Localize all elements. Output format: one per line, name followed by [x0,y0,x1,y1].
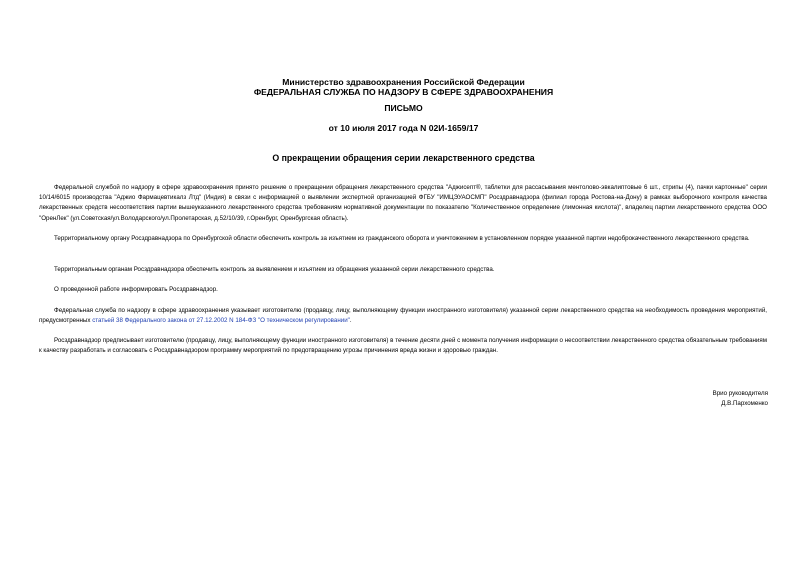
signatory-name: Д.В.Пархоменко [721,400,768,407]
paragraph-decision: Федеральной службой по надзору в сфере здравоохранения принято решение о прекращении обращения лекарственного средства "Аджисепт®, таблетки для рассасывания ментолово-эвкалиптовые 6 шт., стрипы (4), пачки картонные" серии 10/14/6015 производства "Аджио Фармацевтикалз Лтд" (Индия) в связи с информацией о выявлении экспертной организацией ФГБУ "ИМЦЭУАОСМП" Росздравнадзора (филиал города Ростова-на-Дону) в рамках выборочного контроля качества лекарственных средств несоответствия партии вышеуказанного лекарственного средства требованиям нормативной документации по показателю "Количественное определение (лимонная кислота)", владелец партии лекарственного средства ООО "ОренЛек" (ул.Советская/ул.Володарского/ул.Пролетарская, д.52/10/39, г.Оренбург, Оренбургская область). [39,184,767,222]
paragraph-program-requirement: Росздравнадзор предписывает изготовителю (продавцу, лицу, выполняющему функции иностранного изготовителя) в течение десяти дней с момента получения информации о несоответствии лекарственного средства обязательным требованиям к качеству разработать и согласовать с Росздравнадзором программу мероприятий по предотвращению угрозы причинения вреда жизни и здоровью граждан. [39,337,767,355]
paragraph-manufacturer-measures [39,306,767,326]
law-article-link[interactable]: статьей 38 Федерального закона от 27.12.2002 N 184-ФЗ "О техническом регулировании" [92,317,350,325]
service-heading: ФЕДЕРАЛЬНАЯ СЛУЖБА ПО НАДЗОРУ В СФЕРЕ ЗДРАВООХРАНЕНИЯ [253,87,554,97]
paragraph-manufacturer-end: . [349,317,352,325]
paragraph-territorial-orenburg: Территориальному органу Росздравнадзора по Оренбургской области обеспечить контроль за изъятием из гражданского оборота и уничтожением в установленном порядке указанной партии недоброкачественного лекарственного средства. [54,235,750,242]
document-title: О прекращении обращения серии лекарственного средства [272,153,535,163]
document-date-number: от 10 июля 2017 года N 02И-1659/17 [328,123,479,133]
paragraph-manufacturer-text: Федеральная служба по надзору в сфере здравоохранения указывает изготовителю (продавцу, лицу, выполняющему функции иностранного изготовителя) указанной серии лекарственного средства на необходимость проведения мероприятий, предусмотренных [39,307,767,325]
signatory-position: Врио руководителя [712,390,768,397]
paragraph-territorial-bodies: Территориальным органам Росздравнадзора обеспечить контроль за выявлением и изъятием из обращения указанной серии лекарственного средства. [54,266,495,273]
document-type: ПИСЬМО [384,103,423,113]
ministry-heading: Министерство здравоохранения Российской Федерации [282,77,525,87]
paragraph-inform: О проведенной работе информировать Росздравнадзор. [54,286,218,293]
